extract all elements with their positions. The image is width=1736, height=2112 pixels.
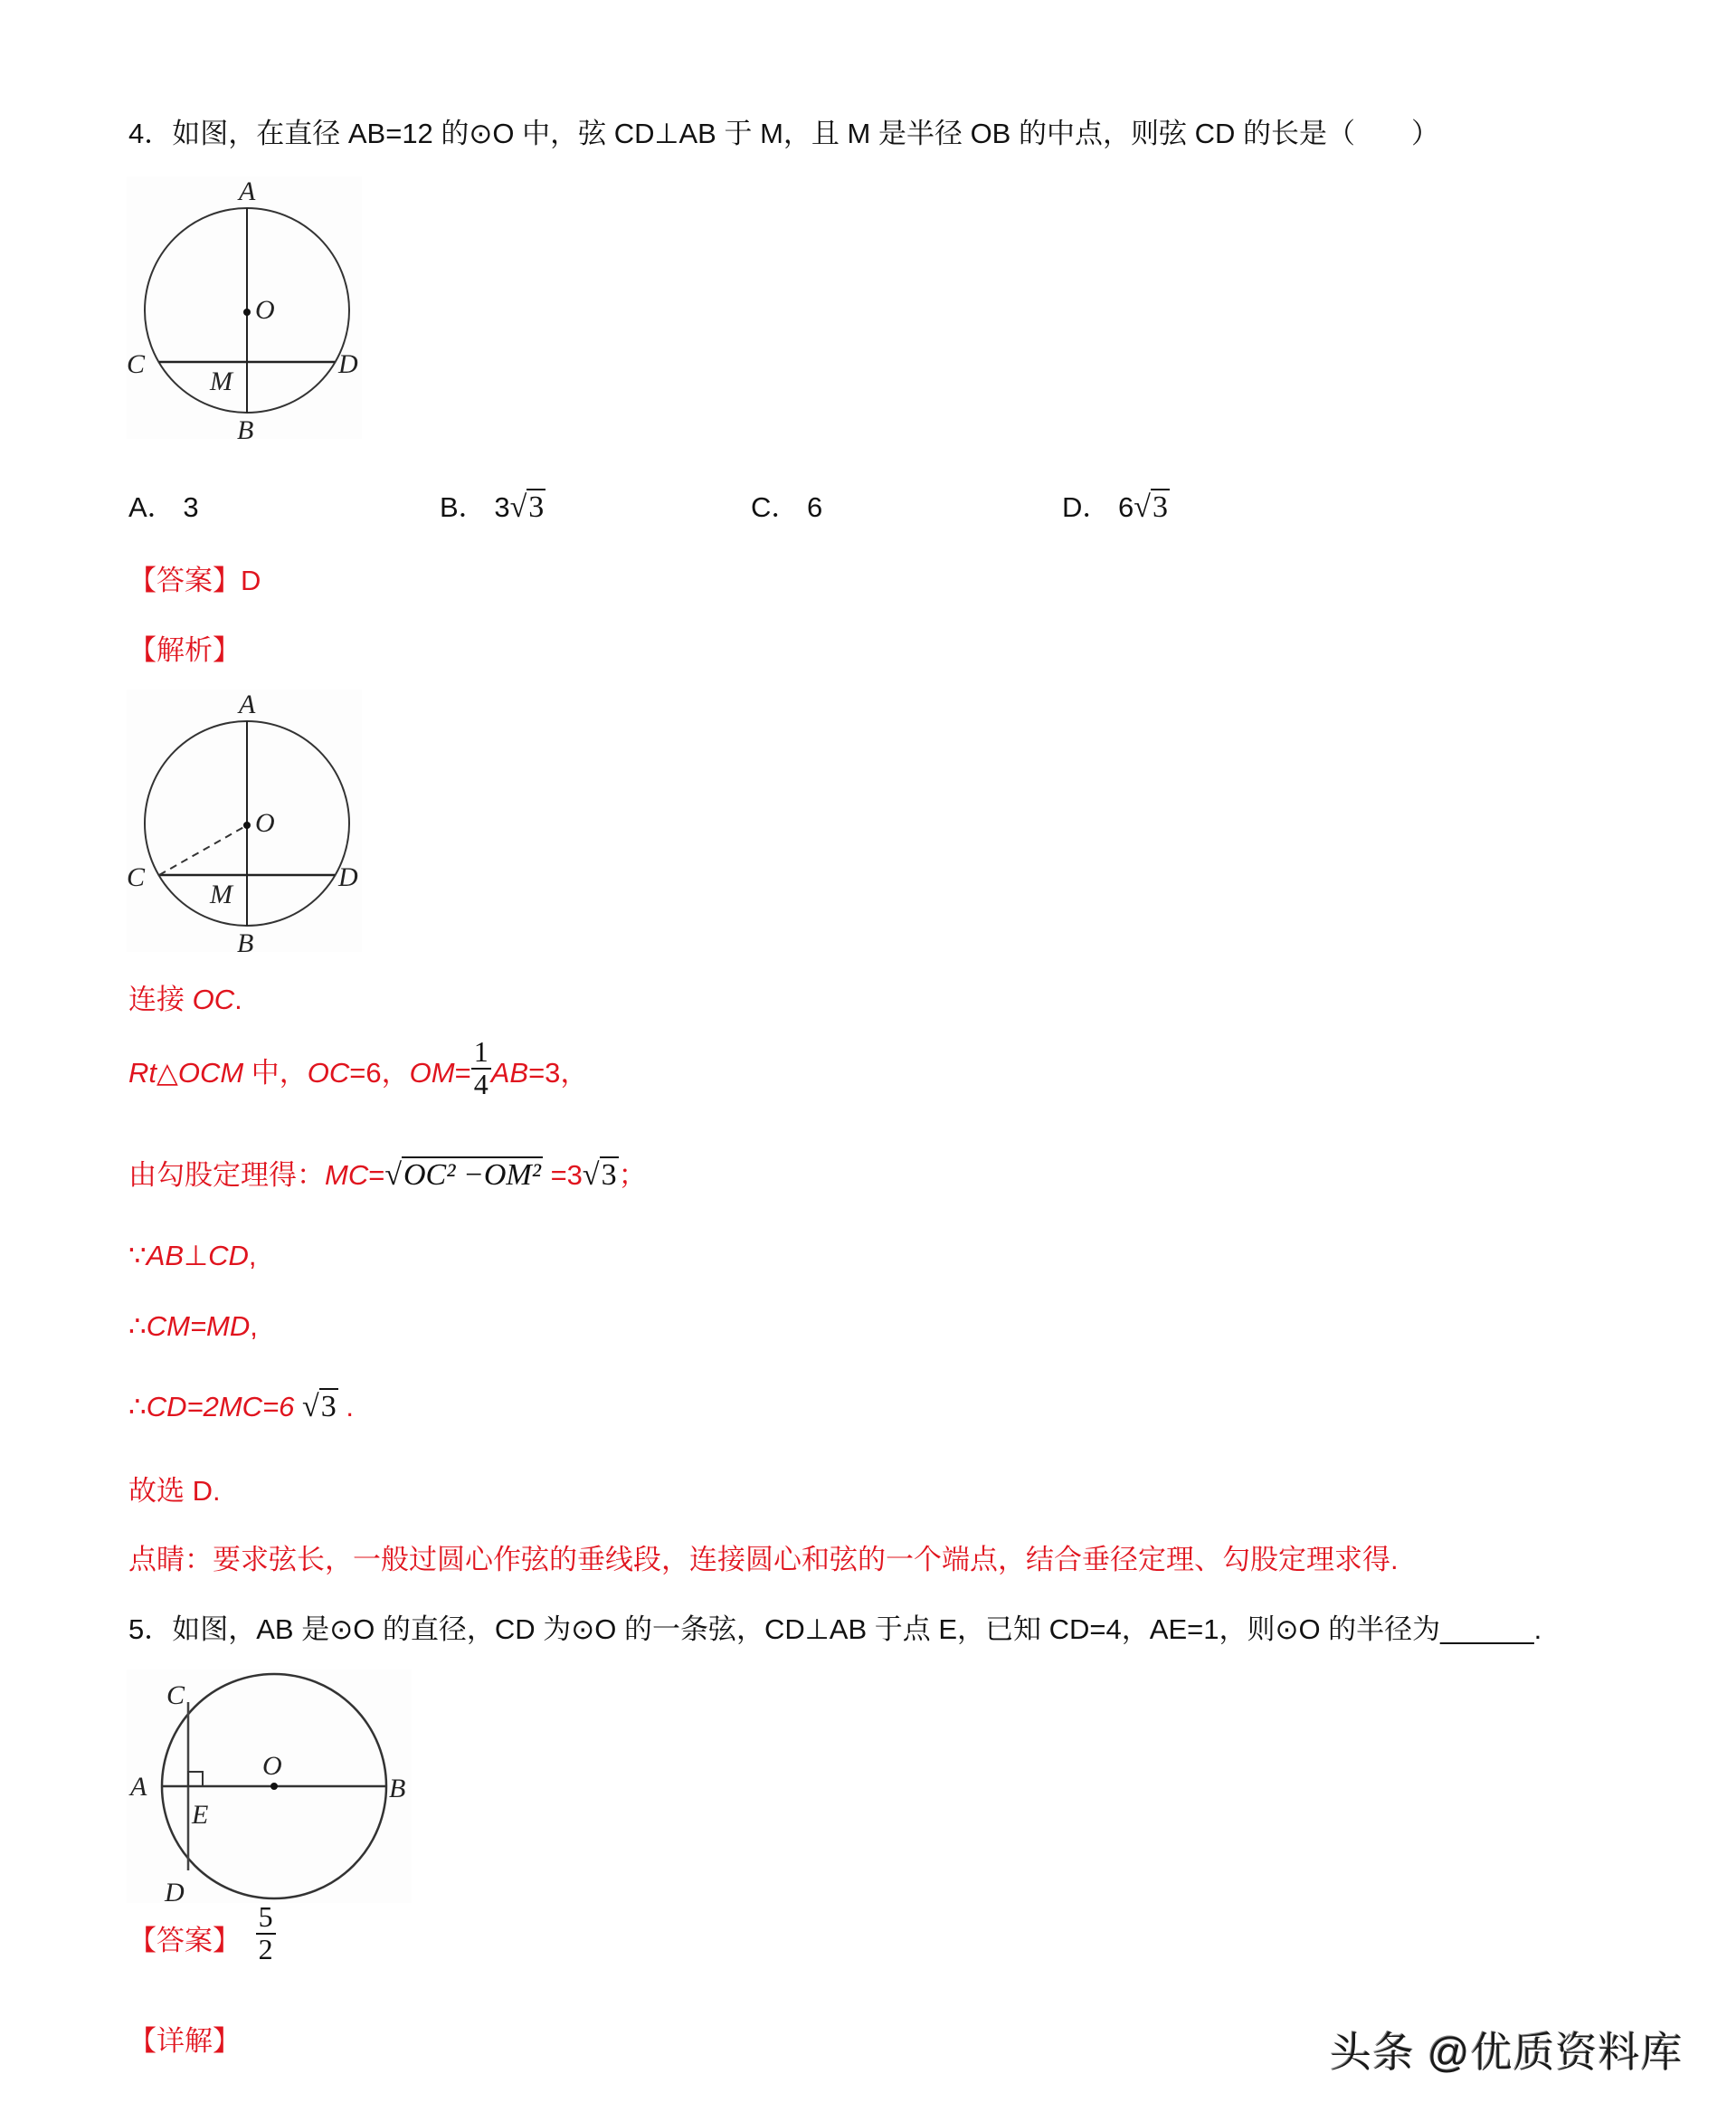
label-B: B xyxy=(237,415,254,443)
svg-text:C: C xyxy=(127,862,146,892)
q4-stem-text: 如图，在直径 AB=12 的⊙O 中，弦 CD⊥AB 于 M，且 M 是半径 OB 的中点，则弦 CD 的长是（ ） xyxy=(172,118,1439,149)
step-therefore-cm-md: ∴CM=MD, xyxy=(128,1310,258,1342)
answer-tag: 【答案】 xyxy=(128,1924,241,1956)
q4-answer xyxy=(128,566,261,595)
watermark: 头条 @优质资料库 xyxy=(1330,2029,1684,2076)
step-pythagorean: 由勾股定理得：MC=√OC² −OM² =3√3； xyxy=(128,1158,647,1192)
option-b: B． 3√3 xyxy=(440,490,545,524)
option-c: C． 6 xyxy=(751,491,823,523)
svg-text:D: D xyxy=(338,862,358,892)
label-D: D xyxy=(338,349,358,379)
svg-text:D: D xyxy=(165,1878,185,1905)
q4-analysis-tag: 【解析】 xyxy=(128,634,241,666)
label-C: C xyxy=(127,349,146,379)
label-A: A xyxy=(239,176,256,206)
svg-text:B: B xyxy=(237,928,254,956)
sqrt-symbol: √OC² −OM² xyxy=(384,1158,541,1192)
svg-text:M: M xyxy=(210,880,232,909)
svg-text:E: E xyxy=(192,1800,209,1830)
svg-text:O: O xyxy=(262,1751,282,1781)
step-therefore-cd: ∴CD=2MC=6 √3 . xyxy=(128,1390,354,1423)
fraction-five-halves: $\frac{5}{2}$ xyxy=(256,1902,276,1965)
svg-text:O: O xyxy=(255,808,275,838)
step-because: ∵AB⊥CD, xyxy=(128,1240,257,1271)
sqrt-symbol: √3 xyxy=(302,1390,337,1423)
label-O: O xyxy=(255,295,275,325)
label-M: M xyxy=(210,366,232,396)
q5-stem-text: 如图，AB 是⊙O 的直径，CD 为⊙O 的一条弦，CD⊥AB 于点 E，已知 CD=4，AE=1，则⊙O 的半径为______. xyxy=(172,1613,1542,1645)
q4-analysis-figure xyxy=(127,690,366,956)
svg-text:C: C xyxy=(166,1680,185,1710)
svg-text:A: A xyxy=(239,690,256,719)
fraction-one-quarter: $\frac{1}{4}$ xyxy=(471,1037,491,1099)
step-connect-oc: 连接 OC. xyxy=(128,984,242,1015)
answer-value: D xyxy=(241,565,261,596)
sqrt-symbol: √3 xyxy=(1134,490,1168,524)
sqrt-symbol: √3 xyxy=(509,490,545,524)
q5-answer xyxy=(128,1900,276,1965)
answer-tag: 【答案】 xyxy=(128,565,241,596)
option-d: D． 6√3 xyxy=(1062,490,1168,524)
q4-figure xyxy=(127,176,366,443)
q5-number: 5． xyxy=(128,1613,173,1645)
tip-text: 点睛：要求弦长，一般过圆心作弦的垂线段，连接圆心和弦的一个端点，结合垂径定理、勾股定理求得. xyxy=(128,1544,1399,1575)
q5-detail-tag: 【详解】 xyxy=(128,2025,241,2057)
q4-number: 4． xyxy=(128,118,173,149)
svg-text:B: B xyxy=(389,1774,406,1803)
svg-text:A: A xyxy=(130,1772,147,1802)
q5-stem xyxy=(128,1615,1542,1643)
option-a: A． 3 xyxy=(128,491,199,523)
q4-stem xyxy=(128,119,1439,147)
step-conclusion: 故选 D. xyxy=(128,1475,221,1507)
q5-figure xyxy=(127,1670,416,1905)
step-rt-triangle: Rt△OCM 中，OC=6，OM= $\frac{1}{4}$ AB=3， xyxy=(128,1035,589,1100)
